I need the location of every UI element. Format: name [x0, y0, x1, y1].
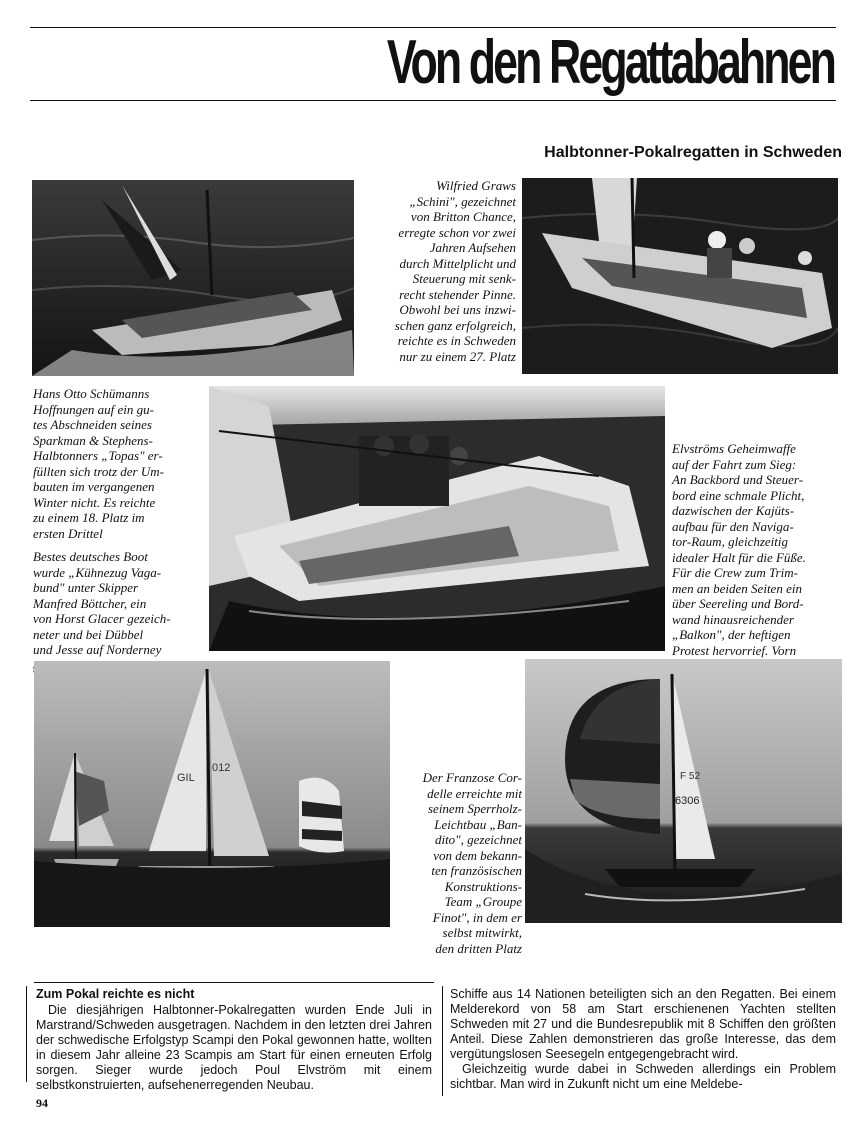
- sail-number-gil: GIL: [177, 772, 195, 784]
- caption-bandito: Der Franzose Cor- delle erreichte mit seinem Sperrholz- Leichtbau „Ban- dito", gezeichnet von dem bekann- ten französischen Konstruktions- Team „Groupe Finot", in dem er selbst mitwirkt, den dritten Platz: [422, 770, 522, 956]
- article-paragraph-3: Gleichzeitig wurde dabei in Schweden allerdings ein Problem sichtbar. Man wird in Zukunft nicht um eine Meldebe-: [450, 1062, 836, 1091]
- article-paragraph-1: Die diesjährigen Halbtonner-Pokalregatten wurden Ende Juli in Marstrand/Schweden ausgetragen. Nachdem in den letzten drei Jahren der schwedische Erfolgstyp Scampi den Pokal gewonnen hatte, wollten in diesem Jahr alleine 23 Scampis am Start für einen erneuten Erfolg sorgen. Sieger wurde jedoch Poul Elvström mit einem selbstkonstruierten, aufsehenerregenden Neubau.: [36, 1003, 432, 1092]
- article-column-2: [450, 987, 836, 1092]
- caption-schini: Wilfried Graws „Schini", gezeichnet von Britton Chance, erregte schon vor zwei Jahren Aufsehen durch Mittelplicht und Steuerung mit senk- recht stehender Pinne. Obwohl bei uns inzwi- schen ganz erfolgreich, reichte es in Schweden nur zu einem 27. Platz: [394, 178, 516, 364]
- photo-bandito-spinnaker: [525, 659, 842, 923]
- caption-elvstroem: Elvströms Geheimwaffe auf der Fahrt zum Sieg: An Backbord und Steuer- bord eine schmale Plicht, dazwischen der Kajüts- aufbau für den Naviga- tor-Raum, gleichzeitig idealer Halt für die Füße. Für die Crew zum Trim- men an beiden Seiten ein über Seereling und Bord- wand hinausreichender „Balkon", der heftigen Protest hervorrief. Vorn: [672, 441, 806, 658]
- article-top-rule: [34, 982, 434, 983]
- article-column-1: [36, 987, 432, 1093]
- photo-schini-heeling: [32, 180, 354, 376]
- photo-racing-fleet: [34, 661, 390, 927]
- article-section-heading: Zum Pokal reichte es nicht: [36, 987, 195, 1001]
- column-divider: [442, 986, 443, 1096]
- photo-schini-crew: [522, 178, 838, 374]
- page-number: 94: [36, 1096, 48, 1110]
- article-subheading: Halbtonner-Pokalregatten in Schweden: [544, 144, 842, 161]
- article-paragraph-2: Schiffe aus 14 Nationen beteiligten sich an den Regatten. Bei einem Melderekord von 58 am Start erschienenen Yachten stellten Schweden mit 27 und die Bundesrepublik mit 8 Schiffen den größten Anteil. Diese Zahlen demonstrieren das große Interesse, das dem vergütungslosen Seesegeln entgegengebracht wird.: [450, 987, 836, 1061]
- masthead-bottom-rule: [30, 100, 836, 101]
- sail-number-f52: F 52: [680, 771, 701, 782]
- sail-number-012: 012: [212, 762, 231, 774]
- sail-number-6306: 6306: [675, 795, 700, 807]
- masthead-title: Von den Regattabahnen: [386, 28, 834, 97]
- article-left-rule: [26, 986, 27, 1082]
- caption-topas: Hans Otto Schümanns Hoffnungen auf ein gu- tes Abschneiden seines Sparkman & Stephens- Halbtonners „Topas" er- füllten sich trotz der Um- bauten im vergangenen Winter nicht. Es reichte zu einem 18. Platz im ersten Drittel: [33, 386, 164, 541]
- caption-kuehnezug: Bestes deutsches Boot wurde „Kühnezug Vaga- bund" unter Skipper Manfred Böttcher, ein von Horst Glacer gezeich- neter und bei Dübbel und Jesse auf Norderney: [33, 549, 171, 657]
- photo-elvstroem-boat: [209, 386, 665, 651]
